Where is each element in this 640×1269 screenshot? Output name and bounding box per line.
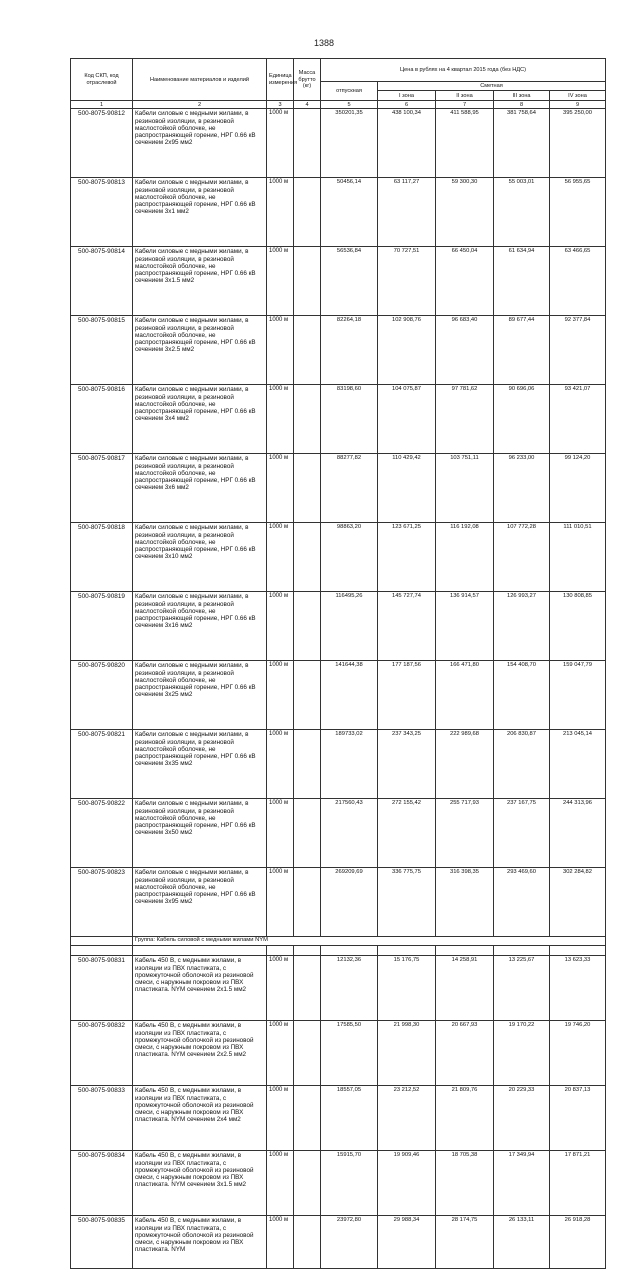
column-number: 9 [550, 101, 606, 109]
item-code: 500-8075-90821 [71, 730, 133, 799]
item-code: 500-8075-90813 [71, 178, 133, 247]
empty-cell [436, 946, 494, 956]
empty-cell [294, 946, 321, 956]
table-row [71, 1086, 606, 1151]
header-release-price: отпускная [321, 82, 378, 101]
release-price: 217560,43 [321, 799, 378, 868]
item-mass [294, 592, 321, 661]
item-unit: 1000 м [267, 730, 294, 799]
item-unit: 1000 м [267, 385, 294, 454]
zone-3-price: 89 677,44 [494, 316, 550, 385]
zone-2-price: 255 717,93 [436, 799, 494, 868]
item-unit: 1000 м [267, 247, 294, 316]
item-name: Кабель 450 В, с медными жилами, в изоляции из ПВХ пластиката, с промежуточной оболочкой из резиновой смеси, с наружным покровом из ПВХ пластиката. NYM сечением 2х1.5 мм2 [133, 956, 267, 1021]
table-row [71, 799, 606, 868]
table-row [71, 956, 606, 1021]
empty-cell [267, 946, 294, 956]
release-price: 15915,70 [321, 1151, 378, 1216]
header-unit: Единица измерения [267, 59, 294, 101]
item-unit: 1000 м [267, 316, 294, 385]
zone-4-price: 20 837,13 [550, 1086, 606, 1151]
zone-1-price: 21 998,30 [378, 1021, 436, 1086]
table-row [71, 730, 606, 799]
table-row [71, 109, 606, 178]
release-price: 50456,14 [321, 178, 378, 247]
zone-3-price: 293 469,60 [494, 868, 550, 937]
table-row [71, 385, 606, 454]
header-mass: Масса брутто (кг) [294, 59, 321, 101]
column-number: 6 [378, 101, 436, 109]
item-code: 500-8075-90819 [71, 592, 133, 661]
zone-3-price: 107 772,28 [494, 523, 550, 592]
zone-1-price: 110 429,42 [378, 454, 436, 523]
item-name: Кабели силовые с медными жилами, в резиновой изоляции, в резиновой маслостойкой оболочке, не распространяющей горение, НРГ 0.66 кВ сечением 3х95 мм2 [133, 868, 267, 937]
zone-3-price: 96 233,00 [494, 454, 550, 523]
zone-4-price: 93 421,07 [550, 385, 606, 454]
zone-4-price: 395 250,00 [550, 109, 606, 178]
table-body [71, 109, 606, 1269]
zone-2-price: 20 667,93 [436, 1021, 494, 1086]
column-number: 5 [321, 101, 378, 109]
empty-cell [550, 946, 606, 956]
header-estimate: Сметная [378, 82, 606, 91]
item-mass [294, 385, 321, 454]
table-row [71, 178, 606, 247]
item-unit: 1000 м [267, 178, 294, 247]
item-unit: 1000 м [267, 868, 294, 937]
item-code: 500-8075-90833 [71, 1086, 133, 1151]
empty-cell [378, 946, 436, 956]
zone-4-price: 213 045,14 [550, 730, 606, 799]
column-number: 8 [494, 101, 550, 109]
item-name: Кабели силовые с медными жилами, в резиновой изоляции, в резиновой маслостойкой оболочке, не распространяющей горение, НРГ 0.66 кВ сечением 3х50 мм2 [133, 799, 267, 868]
table-row [71, 1021, 606, 1086]
table-row [71, 1151, 606, 1216]
item-code: 500-8075-90834 [71, 1151, 133, 1216]
item-code: 500-8075-90814 [71, 247, 133, 316]
zone-4-price: 99 124,20 [550, 454, 606, 523]
zone-2-price: 59 300,30 [436, 178, 494, 247]
zone-1-price: 272 155,42 [378, 799, 436, 868]
zone-4-price: 63 466,65 [550, 247, 606, 316]
item-name: Кабель 450 В, с медными жилами, в изоляции из ПВХ пластиката, с промежуточной оболочкой из резиновой смеси, с наружным покровом из ПВХ пластиката. NYM сечением 2х4 мм2 [133, 1086, 267, 1151]
zone-4-price: 92 377,84 [550, 316, 606, 385]
zone-4-price: 17 871,21 [550, 1151, 606, 1216]
release-price: 12132,36 [321, 956, 378, 1021]
group-code-cell [71, 937, 133, 946]
table-row [71, 247, 606, 316]
release-price: 18557,05 [321, 1086, 378, 1151]
item-code: 500-8075-90818 [71, 523, 133, 592]
table-header [71, 59, 606, 109]
item-code: 500-8075-90820 [71, 661, 133, 730]
zone-3-price: 17 349,94 [494, 1151, 550, 1216]
zone-2-price: 316 398,35 [436, 868, 494, 937]
zone-1-price: 123 671,25 [378, 523, 436, 592]
table-row [71, 868, 606, 937]
release-price: 23972,80 [321, 1216, 378, 1269]
release-price: 189733,02 [321, 730, 378, 799]
zone-2-price: 66 450,04 [436, 247, 494, 316]
item-code: 500-8075-90823 [71, 868, 133, 937]
item-mass [294, 523, 321, 592]
item-mass [294, 1021, 321, 1086]
header-zone-3: III зона [494, 91, 550, 101]
item-name: Кабели силовые с медными жилами, в резиновой изоляции, в резиновой маслостойкой оболочке, не распространяющей горение, НРГ 0.66 кВ сечением 3х4 мм2 [133, 385, 267, 454]
item-name: Кабели силовые с медными жилами, в резиновой изоляции, в резиновой маслостойкой оболочке, не распространяющей горение, НРГ 0.66 кВ сечением 3х16 мм2 [133, 592, 267, 661]
price-table [70, 58, 606, 1269]
zone-2-price: 96 683,40 [436, 316, 494, 385]
release-price: 116495,26 [321, 592, 378, 661]
zone-2-price: 116 192,08 [436, 523, 494, 592]
item-unit: 1000 м [267, 109, 294, 178]
header-zone-2: II зона [436, 91, 494, 101]
zone-1-price: 63 117,27 [378, 178, 436, 247]
group-row [71, 937, 606, 946]
table-row [71, 316, 606, 385]
zone-1-price: 15 176,75 [378, 956, 436, 1021]
item-code: 500-8075-90831 [71, 956, 133, 1021]
item-unit: 1000 м [267, 661, 294, 730]
release-price: 83198,60 [321, 385, 378, 454]
zone-4-price: 26 918,28 [550, 1216, 606, 1269]
zone-2-price: 166 471,80 [436, 661, 494, 730]
zone-4-price: 13 623,33 [550, 956, 606, 1021]
zone-3-price: 26 133,11 [494, 1216, 550, 1269]
item-name: Кабели силовые с медными жилами, в резиновой изоляции, в резиновой маслостойкой оболочке, не распространяющей горение, НРГ 0.66 кВ сечением 3х10 мм2 [133, 523, 267, 592]
item-code: 500-8075-90822 [71, 799, 133, 868]
release-price: 88277,82 [321, 454, 378, 523]
zone-4-price: 244 313,96 [550, 799, 606, 868]
group-label: Группа: Кабель силовой с медными жилами NYM [133, 937, 606, 946]
release-price: 98863,20 [321, 523, 378, 592]
header-zone-1: I зона [378, 91, 436, 101]
item-code: 500-8075-90835 [71, 1216, 133, 1269]
empty-cell [71, 946, 133, 956]
zone-2-price: 97 781,62 [436, 385, 494, 454]
item-mass [294, 1216, 321, 1269]
table-row [71, 454, 606, 523]
item-name: Кабель 450 В, с медными жилами, в изоляции из ПВХ пластиката, с промежуточной оболочкой из резиновой смеси, с наружным покровом из ПВХ пластиката. NYM [133, 1216, 267, 1269]
item-name: Кабели силовые с медными жилами, в резиновой изоляции, в резиновой маслостойкой оболочке, не распространяющей горение, НРГ 0.66 кВ сечением 3х1 мм2 [133, 178, 267, 247]
table-row [71, 1216, 606, 1269]
column-number: 4 [294, 101, 321, 109]
item-mass [294, 956, 321, 1021]
item-unit: 1000 м [267, 956, 294, 1021]
zone-2-price: 18 705,38 [436, 1151, 494, 1216]
zone-3-price: 19 170,22 [494, 1021, 550, 1086]
zone-4-price: 159 047,79 [550, 661, 606, 730]
column-number: 1 [71, 101, 133, 109]
item-unit: 1000 м [267, 592, 294, 661]
spacer-row [71, 946, 606, 956]
zone-2-price: 103 751,11 [436, 454, 494, 523]
zone-3-price: 237 167,75 [494, 799, 550, 868]
item-unit: 1000 м [267, 1216, 294, 1269]
item-name: Кабели силовые с медными жилами, в резиновой изоляции, в резиновой маслостойкой оболочке, не распространяющей горение, НРГ 0.66 кВ сечением 3х2.5 мм2 [133, 316, 267, 385]
zone-3-price: 61 634,94 [494, 247, 550, 316]
release-price: 56536,84 [321, 247, 378, 316]
item-name: Кабели силовые с медными жилами, в резиновой изоляции, в резиновой маслостойкой оболочке, не распространяющей горение, НРГ 0.66 кВ сечением 3х25 мм2 [133, 661, 267, 730]
item-mass [294, 454, 321, 523]
column-number: 3 [267, 101, 294, 109]
zone-3-price: 13 225,67 [494, 956, 550, 1021]
item-mass [294, 1086, 321, 1151]
item-mass [294, 247, 321, 316]
zone-1-price: 177 187,56 [378, 661, 436, 730]
empty-cell [133, 946, 267, 956]
zone-1-price: 70 727,51 [378, 247, 436, 316]
item-unit: 1000 м [267, 1151, 294, 1216]
zone-3-price: 126 993,27 [494, 592, 550, 661]
release-price: 82264,18 [321, 316, 378, 385]
item-code: 500-8075-90817 [71, 454, 133, 523]
header-price-group: Цена в рублях на 4 квартал 2015 года (без НДС) [321, 59, 606, 82]
item-mass [294, 316, 321, 385]
item-unit: 1000 м [267, 799, 294, 868]
table-row [71, 523, 606, 592]
page-number: 1388 [313, 38, 335, 48]
zone-4-price: 56 955,65 [550, 178, 606, 247]
zone-1-price: 438 100,34 [378, 109, 436, 178]
header-zone-4: IV зона [550, 91, 606, 101]
item-mass [294, 109, 321, 178]
release-price: 350201,35 [321, 109, 378, 178]
empty-cell [494, 946, 550, 956]
release-price: 141644,38 [321, 661, 378, 730]
zone-1-price: 102 908,76 [378, 316, 436, 385]
table-row [71, 592, 606, 661]
release-price: 17585,50 [321, 1021, 378, 1086]
item-mass [294, 661, 321, 730]
item-name: Кабели силовые с медными жилами, в резиновой изоляции, в резиновой маслостойкой оболочке, не распространяющей горение, НРГ 0.66 кВ сечением 3х6 мм2 [133, 454, 267, 523]
zone-4-price: 19 746,20 [550, 1021, 606, 1086]
item-code: 500-8075-90816 [71, 385, 133, 454]
item-unit: 1000 м [267, 1086, 294, 1151]
header-name: Наименование материалов и изделий [133, 59, 267, 101]
header-code: Код СКП, код отраслевой [71, 59, 133, 101]
zone-1-price: 237 343,25 [378, 730, 436, 799]
item-code: 500-8075-90832 [71, 1021, 133, 1086]
item-mass [294, 730, 321, 799]
zone-2-price: 28 174,75 [436, 1216, 494, 1269]
column-number: 7 [436, 101, 494, 109]
zone-2-price: 136 914,57 [436, 592, 494, 661]
item-name: Кабели силовые с медными жилами, в резиновой изоляции, в резиновой маслостойкой оболочке, не распространяющей горение, НРГ 0.66 кВ сечением 3х1.5 мм2 [133, 247, 267, 316]
zone-1-price: 23 212,52 [378, 1086, 436, 1151]
zone-1-price: 29 988,34 [378, 1216, 436, 1269]
item-unit: 1000 м [267, 523, 294, 592]
item-unit: 1000 м [267, 454, 294, 523]
item-name: Кабели силовые с медными жилами, в резиновой изоляции, в резиновой маслостойкой оболочке, не распространяющей горение, НРГ 0.66 кВ сечением 3х35 мм2 [133, 730, 267, 799]
zone-3-price: 55 003,01 [494, 178, 550, 247]
zone-3-price: 20 229,33 [494, 1086, 550, 1151]
item-mass [294, 868, 321, 937]
item-mass [294, 799, 321, 868]
empty-cell [321, 946, 378, 956]
item-unit: 1000 м [267, 1021, 294, 1086]
zone-2-price: 411 588,95 [436, 109, 494, 178]
zone-1-price: 145 727,74 [378, 592, 436, 661]
item-mass [294, 178, 321, 247]
item-name: Кабель 450 В, с медными жилами, в изоляции из ПВХ пластиката, с промежуточной оболочкой из резиновой смеси, с наружным покровом из ПВХ пластиката. NYM сечением 3х1.5 мм2 [133, 1151, 267, 1216]
zone-4-price: 302 284,82 [550, 868, 606, 937]
zone-1-price: 104 075,87 [378, 385, 436, 454]
zone-2-price: 21 809,76 [436, 1086, 494, 1151]
table-row [71, 661, 606, 730]
zone-1-price: 336 775,75 [378, 868, 436, 937]
column-number: 2 [133, 101, 267, 109]
item-name: Кабели силовые с медными жилами, в резиновой изоляции, в резиновой маслостойкой оболочке, не распространяющей горение, НРГ 0.66 кВ сечением 2х95 мм2 [133, 109, 267, 178]
zone-3-price: 90 696,06 [494, 385, 550, 454]
release-price: 269209,69 [321, 868, 378, 937]
zone-3-price: 206 830,87 [494, 730, 550, 799]
item-mass [294, 1151, 321, 1216]
zone-2-price: 222 989,68 [436, 730, 494, 799]
zone-3-price: 154 408,70 [494, 661, 550, 730]
item-code: 500-8075-90812 [71, 109, 133, 178]
zone-4-price: 111 010,51 [550, 523, 606, 592]
item-name: Кабель 450 В, с медными жилами, в изоляции из ПВХ пластиката, с промежуточной оболочкой из резиновой смеси, с наружным покровом из ПВХ пластиката. NYM сечением 2х2.5 мм2 [133, 1021, 267, 1086]
zone-1-price: 19 909,46 [378, 1151, 436, 1216]
zone-4-price: 130 808,85 [550, 592, 606, 661]
zone-3-price: 381 758,64 [494, 109, 550, 178]
zone-2-price: 14 258,91 [436, 956, 494, 1021]
item-code: 500-8075-90815 [71, 316, 133, 385]
